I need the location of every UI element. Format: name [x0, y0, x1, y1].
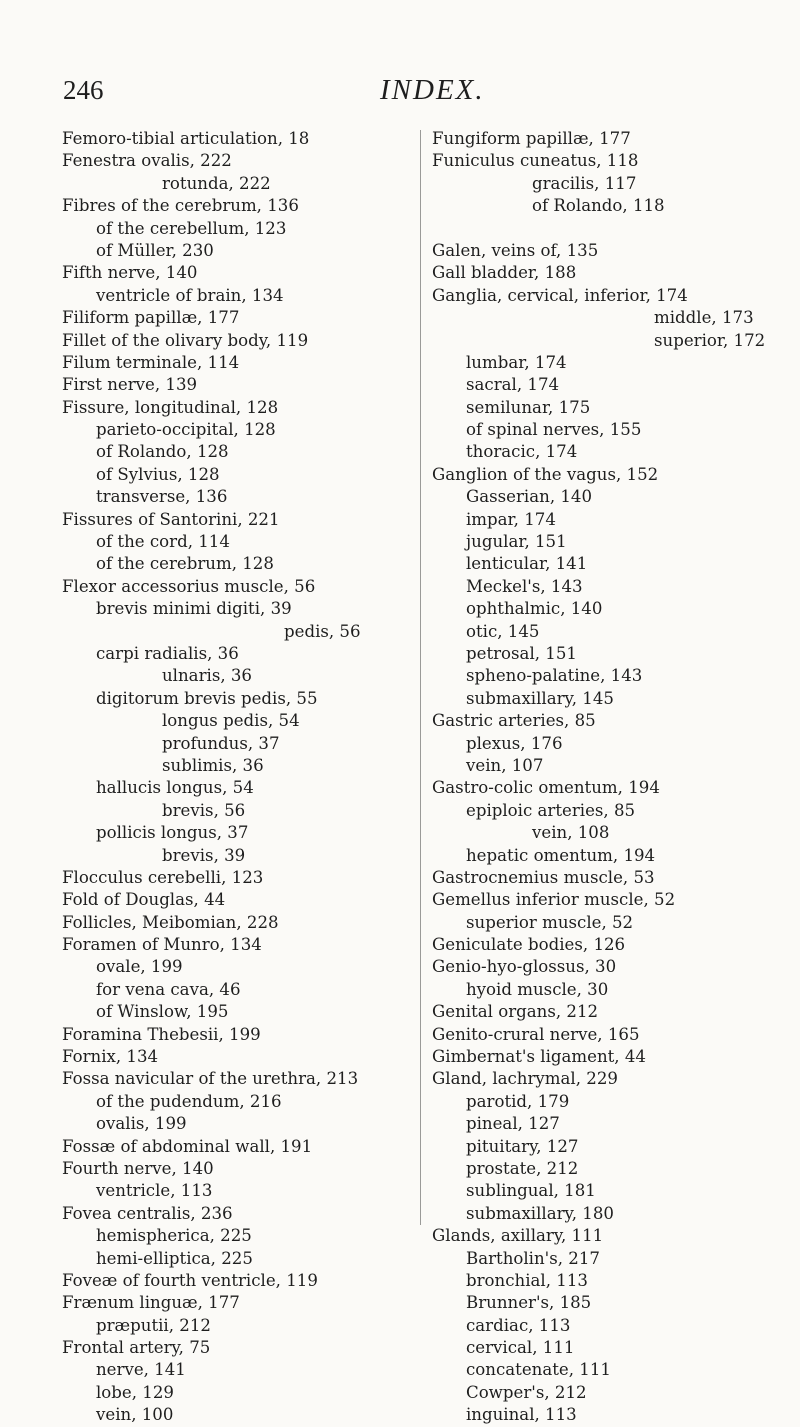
page-header [0, 74, 800, 114]
index-entry: otic, 145 [466, 621, 540, 641]
index-entry: Meckel's, 143 [466, 576, 583, 596]
index-entry: hepatic omentum, 194 [466, 845, 656, 865]
index-entry: Genio-hyo-glossus, 30 [432, 957, 617, 977]
index-entry: pollicis longus, 37 [96, 823, 249, 843]
index-entry: Frontal artery, 75 [62, 1338, 211, 1358]
index-entry: pineal, 127 [466, 1114, 560, 1134]
index-entry: Fold of Douglas, 44 [62, 890, 226, 910]
index-entry: nerve, 141 [96, 1360, 186, 1380]
index-entry: longus pedis, 54 [162, 711, 300, 731]
index-entry: Foramina Thebesii, 199 [62, 1024, 261, 1044]
index-entry: Gemellus inferior muscle, 52 [432, 890, 676, 910]
index-entry: sublimis, 36 [162, 755, 264, 775]
index-entry: spheno-palatine, 143 [466, 666, 643, 686]
index-entry: Fissures of Santorini, 221 [62, 509, 280, 529]
index-entry: Foramen of Munro, 134 [62, 935, 262, 955]
index-entry: Bartholin's, 217 [466, 1248, 600, 1268]
index-entry: Gall bladder, 188 [432, 263, 577, 283]
index-entry: cardiac, 113 [466, 1315, 571, 1335]
index-entry: transverse, 136 [96, 487, 228, 507]
index-entry: Fungiform papillæ, 177 [432, 129, 631, 148]
index-entry: Ganglia, cervical, inferior, 174 [432, 285, 688, 305]
index-entry: gracilis, 117 [532, 173, 637, 193]
index-entry: sublingual, 181 [466, 1181, 596, 1201]
index-entry: præputii, 212 [96, 1315, 211, 1335]
index-entry: concatenate, 111 [466, 1360, 611, 1380]
index-entry: of Rolando, 128 [96, 442, 229, 462]
index-entry: lenticular, 141 [466, 554, 588, 574]
index-entry: Geniculate bodies, 126 [432, 935, 626, 955]
page-title: INDEX. [380, 74, 485, 106]
index-entry: Fillet of the olivary body, 119 [62, 330, 309, 350]
index-entry: Gastrocnemius muscle, 53 [432, 867, 655, 887]
index-entry: Genital organs, 212 [432, 1002, 599, 1022]
index-entry: Frænum linguæ, 177 [62, 1293, 240, 1313]
index-entry: of Müller, 230 [96, 240, 214, 260]
index-entry: Flexor accessorius muscle, 56 [62, 576, 316, 596]
index-entry [432, 218, 777, 240]
index-entry: hemispherica, 225 [96, 1226, 252, 1246]
index-entry: impar, 174 [466, 509, 556, 529]
index-entry: plexus, 176 [466, 733, 563, 753]
index-entry: thoracic, 174 [466, 442, 578, 462]
index-entry: Fossæ of abdominal wall, 191 [62, 1136, 313, 1156]
column-divider [420, 130, 421, 1225]
index-entry: prostate, 212 [466, 1158, 579, 1178]
index-entry: epiploic arteries, 85 [466, 800, 636, 820]
index-entry: Funiculus cuneatus, 118 [432, 151, 639, 171]
index-entry: of the cord, 114 [96, 532, 230, 552]
index-column-right [432, 128, 777, 1427]
index-entry: of spinal nerves, 155 [466, 420, 642, 440]
index-entry: pedis, 56 [284, 621, 361, 641]
index-entry: petrosal, 151 [466, 643, 577, 663]
index-entry: inguinal, 113 [466, 1405, 577, 1425]
index-entry: jugular, 151 [466, 532, 567, 552]
index-entry: Glands, axillary, 111 [432, 1226, 604, 1246]
index-entry: Filum terminale, 114 [62, 352, 240, 372]
index-entry: ovale, 199 [96, 957, 183, 977]
index-entry: cervical, 111 [466, 1338, 575, 1358]
index-entry: Femoro-tibial articulation, 18 [62, 129, 310, 148]
index-entry: rotunda, 222 [162, 173, 271, 193]
index-entry: middle, 173 [654, 308, 754, 328]
index-entry: bronchial, 113 [466, 1270, 588, 1290]
index-entry: sacral, 174 [466, 375, 560, 395]
index-entry: Gastro-colic omentum, 194 [432, 778, 660, 798]
index-entry: Brunner's, 185 [466, 1293, 592, 1313]
index-entry: of Winslow, 195 [96, 1002, 229, 1022]
index-entry: hemi-elliptica, 225 [96, 1248, 253, 1268]
index-entry: ovalis, 199 [96, 1114, 187, 1134]
index-entry: brevis, 56 [162, 800, 246, 820]
index-entry: hallucis longus, 54 [96, 778, 254, 798]
index-entry: brevis minimi digiti, 39 [96, 599, 292, 619]
index-entry: First nerve, 139 [62, 375, 198, 395]
index-entry: Fifth nerve, 140 [62, 263, 198, 283]
index-entry: lobe, 129 [96, 1382, 174, 1402]
index-entry: for vena cava, 46 [96, 979, 241, 999]
index-entry: Ganglion of the vagus, 152 [432, 464, 659, 484]
index-entry: Follicles, Meibomian, 228 [62, 912, 279, 932]
index-column-left [62, 128, 392, 1427]
index-entry: of the cerebrum, 128 [96, 554, 274, 574]
index-entry: Galen, veins of, 135 [432, 240, 599, 260]
index-entry: Fovea centralis, 236 [62, 1203, 233, 1223]
index-entry: carpi radialis, 36 [96, 643, 239, 663]
index-entry: Fissure, longitudinal, 128 [62, 397, 279, 417]
index-entry: Fibres of the cerebrum, 136 [62, 196, 299, 216]
index-entry: of Rolando, 118 [532, 196, 665, 216]
index-entry: Gasserian, 140 [466, 487, 593, 507]
index-entry: ophthalmic, 140 [466, 599, 603, 619]
index-entry: ulnaris, 36 [162, 666, 252, 686]
index-entry: vein, 100 [96, 1405, 174, 1425]
index-entry: Fornix, 134 [62, 1047, 159, 1067]
index-entry: ventricle, 113 [96, 1181, 213, 1201]
index-entry: Flocculus cerebelli, 123 [62, 867, 264, 887]
index-entry: submaxillary, 180 [466, 1203, 614, 1223]
index-entry: submaxillary, 145 [466, 688, 614, 708]
index-entry: of the cerebellum, 123 [96, 218, 287, 238]
index-entry: hyoid muscle, 30 [466, 979, 609, 999]
index-entry: Gastric arteries, 85 [432, 711, 596, 731]
index-entry: Cowper's, 212 [466, 1382, 587, 1402]
index-entry: vein, 107 [466, 755, 544, 775]
page-number: 246 [63, 75, 104, 105]
index-entry: ventricle of brain, 134 [96, 285, 284, 305]
index-entry: of the pudendum, 216 [96, 1091, 282, 1111]
index-entry: superior muscle, 52 [466, 912, 634, 932]
index-entry: Gimbernat's ligament, 44 [432, 1047, 646, 1067]
index-entry: profundus, 37 [162, 733, 280, 753]
index-entry: pituitary, 127 [466, 1136, 579, 1156]
index-entry: Fourth nerve, 140 [62, 1158, 214, 1178]
index-entry: vein, 108 [532, 823, 610, 843]
index-entry: Fossa navicular of the urethra, 213 [62, 1069, 359, 1089]
index-entry: Genito-crural nerve, 165 [432, 1024, 640, 1044]
index-entry: semilunar, 175 [466, 397, 591, 417]
index-entry: Filiform papillæ, 177 [62, 308, 240, 328]
index-entry: Gland, lachrymal, 229 [432, 1069, 618, 1089]
index-entry: brevis, 39 [162, 845, 246, 865]
index-entry: Fenestra ovalis, 222 [62, 151, 232, 171]
index-entry: of Sylvius, 128 [96, 464, 220, 484]
index-entry: parieto-occipital, 128 [96, 420, 276, 440]
index-entry: digitorum brevis pedis, 55 [96, 688, 318, 708]
index-entry: lumbar, 174 [466, 352, 567, 372]
index-entry: parotid, 179 [466, 1091, 570, 1111]
index-entry: Foveæ of fourth ventricle, 119 [62, 1270, 318, 1290]
index-entry: superior, 172 [654, 330, 766, 350]
